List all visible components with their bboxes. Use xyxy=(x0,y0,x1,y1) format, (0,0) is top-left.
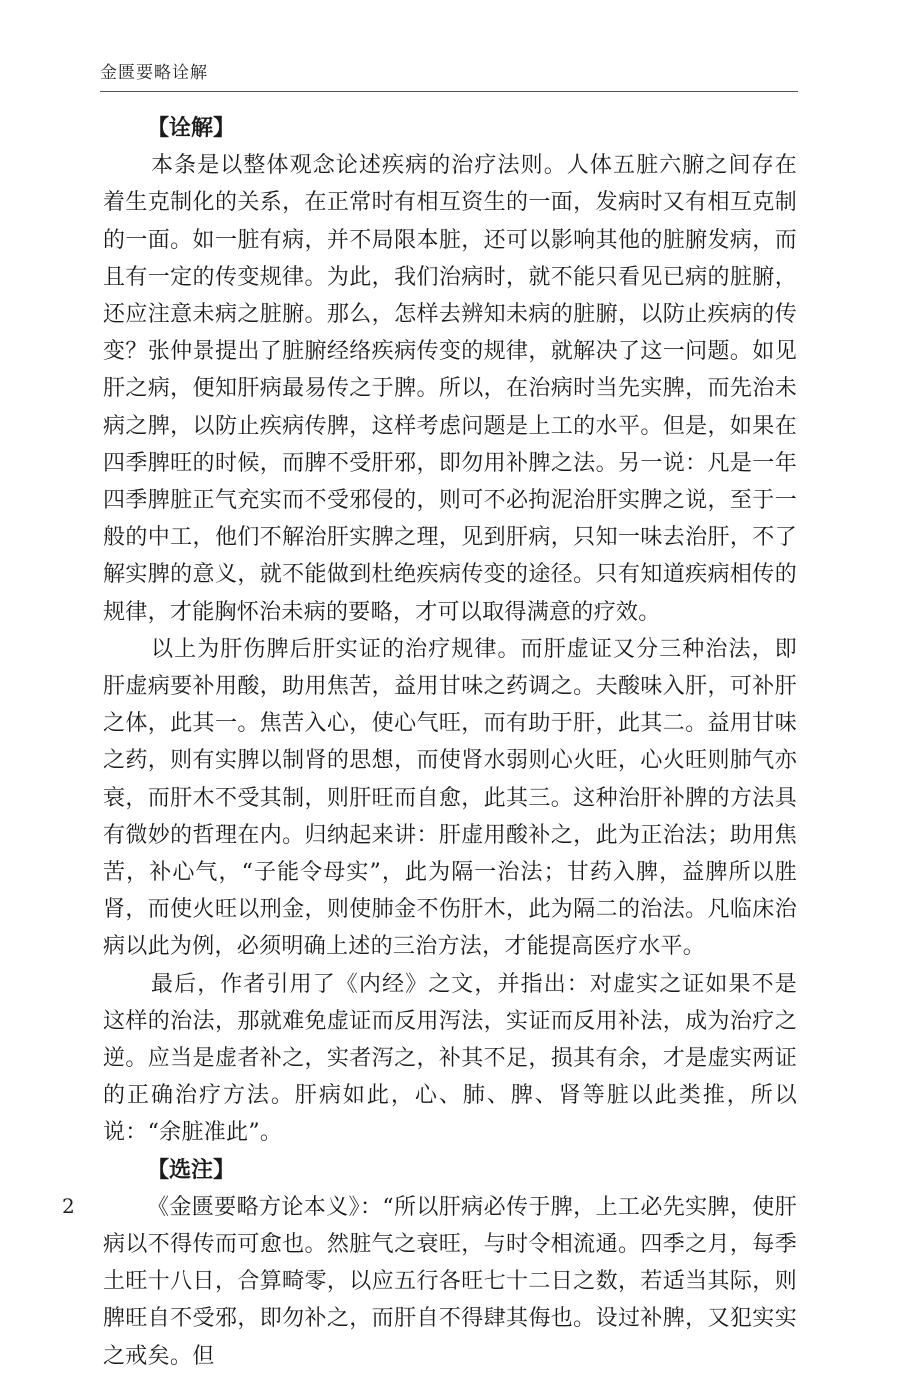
section-heading-quanjie: 【诠解】 xyxy=(147,115,236,141)
header-rule xyxy=(100,91,798,92)
paragraph: 《金匮要略方论本义》：“所以肝病必传于脾，上工必先实脾，使肝病以不得传而可愈也。然脏气之衰旺，与时令相流通。四季之月，每季土旺十八日，合算畸零，以应五行各旺七十二日之数，若适当其际，则脾旺自不受邪，即勿补之，而肝自不得肆其侮也。设过补脾，又犯实实之戒矣。但 xyxy=(103,1194,797,1369)
page-number: 2 xyxy=(62,1194,75,1218)
paragraph: 最后，作者引用了《内经》之文，并指出：对虚实之证如果不是这样的治法，那就难免虚证而反用泻法，实证而反用补法，成为治疗之逆。应当是虚者补之，实者泻之，补其不足，损其有余，才是虚实两证的正确治疗方法。肝病如此，心、肺、脾、肾等脏以此类推，所以说：“余脏准此”。 xyxy=(103,971,797,1146)
section-heading-xuanzhu: 【选注】 xyxy=(147,1156,236,1183)
paragraph: 以上为肝伤脾后肝实证的治疗规律。而肝虚证又分三种治法，即肝虚病要补用酸，助用焦苦，益用甘味之药调之。夫酸味入肝，可补肝之体，此其一。焦苦入心，使心气旺，而有助于肝，此其二。益用甘味之药，则有实脾以制肾的思想，而使肾水弱则心火旺，心火旺则肺气亦衰，而肝木不受其制，则肝旺而自愈，此其三。这种治肝补脾的方法具有微妙的哲理在内。归纳起来讲：肝虚用酸补之，此为正治法；助用焦苦，补心气，“子能令母实”，此为隔一治法；甘药入脾，益脾所以胜肾，而使火旺以刑金，则使肺金不伤肝木，此为隔二的治法。凡临床治病以此为例，必须明确上述的三治方法，才能提高医疗水平。 xyxy=(103,636,797,960)
paragraph: 本条是以整体观念论述疾病的治疗法则。人体五脏六腑之间存在着生克制化的关系，在正常时有相互资生的一面，发病时又有相互克制的一面。如一脏有病，并不局限本脏，还可以影响其他的脏腑发病，而且有一定的传变规律。为此，我们治病时，就不能只看见已病的脏腑，还应注意未病之脏腑。那么，怎样去辨知未病的脏腑，以防止疾病的传变？张仲景提出了脏腑经络疾病传变的规律，就解决了这一问题。如见肝之病，便知肝病最易传之于脾。所以，在治病时当先实脾，而先治未病之脾，以防止疾病传脾，这样考虑问题是上工的水平。但是，如果在四季脾旺的时候，而脾不受肝邪，即勿用补脾之法。另一说：凡是一年四季脾脏正气充实而不受邪侵的，则可不必拘泥治肝实脾之说，至于一般的中工，他们不解治肝实脾之理，见到肝病，只知一味去治肝，不了解实脾的意义，就不能做到杜绝疾病传变的途径。只有知道疾病相传的规律，才能胸怀治未病的要略，才可以取得满意的疗效。 xyxy=(103,153,797,625)
body-text xyxy=(103,110,797,1375)
running-header: 金匮要略诠解 xyxy=(100,63,208,83)
